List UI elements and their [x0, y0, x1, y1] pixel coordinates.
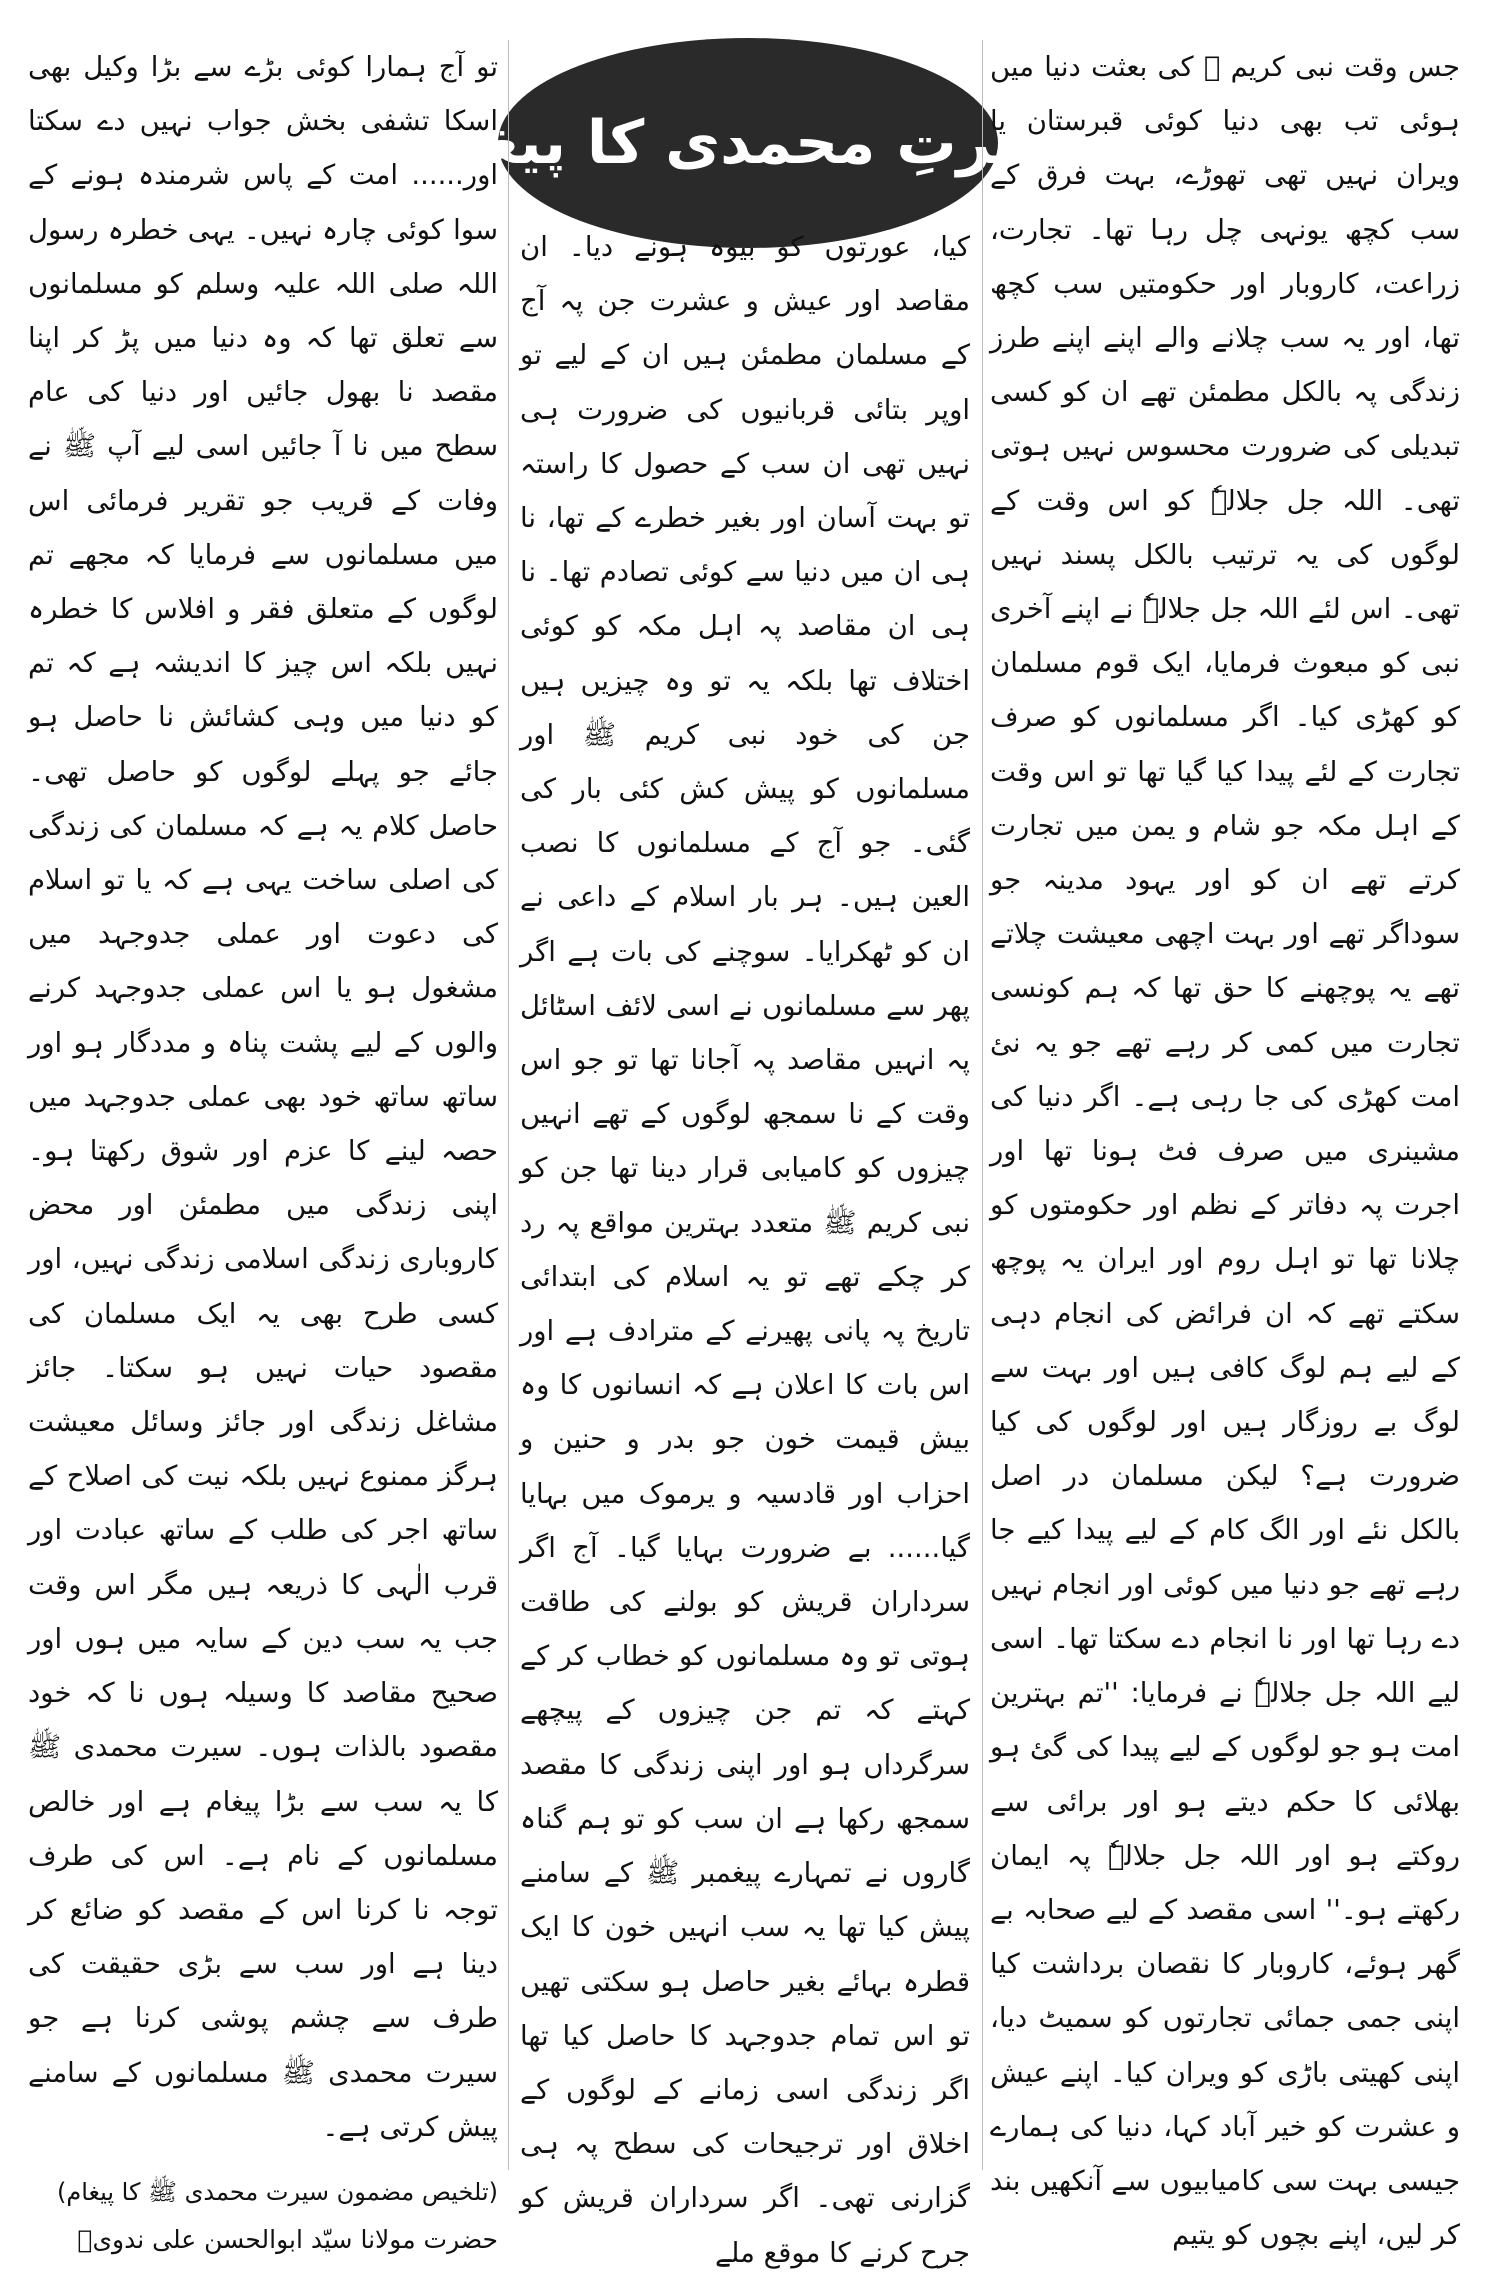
- paragraph: کیا، عورتوں کو بیوہ ہونے دیا۔ ان مقاصد اور عیش و عشرت جن پہ آج کے مسلمان مطمئن ہیں ان کے لیے تو اوپر بتائی قربانیوں کی ضرورت ہی نہیں تھی ان سب کے حصول کا راستہ تو بہت آسان اور بغیر خطرے کے تھا، نا ہی ان میں دنیا سے کوئی تصادم تھا۔ نا ہی ان مقاصد پہ اہل مکہ کو کوئی اختلاف تھا بلکہ یہ تو وہ چیزیں ہیں جن کی خود نبی کریم ﷺ اور مسلمانوں کو پیش کش کئی بار کی گئی۔ جو آج کے مسلمانوں کا نصب العین ہیں۔ ہر بار اسلام کے داعی نے ان کو ٹھکرایا۔ سوچنے کی بات ہے اگر پھر سے مسلمانوں نے اسی لائف اسٹائل پہ انہیں مقاصد پہ آجانا تھا تو جو اس وقت کے نا سمجھ لوگوں کے تھے انہیں چیزوں کو کامیابی قرار دینا تھا جن کو نبی کریم ﷺ متعدد بہترین مواقع پہ رد کر چکے تھے تو یہ اسلام کی ابتدائی تاریخ پہ پانی پھیرنے کے مترادف ہے اور اس بات کا اعلان ہے کہ انسانوں کا وہ بیش قیمت خون جو بدر و حنین و احزاب اور قادسیہ و یرموک میں بہایا گیا...... بے ضرورت بہایا گیا۔ آج اگر سرداران قریش کو بولنے کی طاقت ہوتی تو وہ مسلمانوں کو خطاب کر کے کہتے کہ تم جن چیزوں کے پیچھے سرگرداں ہو اور اپنی زندگی کا مقصد سمجھ رکھا ہے ان سب کو تو ہم گناہ گاروں نے تمہارے پیغمبر ﷺ کے سامنے پیش کیا تھا یہ سب انہیں خون کا ایک قطرہ بہائے بغیر حاصل ہو سکتی تھیں تو اس تمام جدوجہد کا حاصل کیا تھا اگر زندگی اسی زمانے کے لوگوں کے اخلاق اور ترجیحات کی سطح پہ ہی گزارنی تھی۔ اگر سرداران قریش کو جرح کرنے کا موقع ملے: [520, 231, 970, 2269]
- paragraph: تو آج ہمارا کوئی بڑے سے بڑا وکیل بھی اسکا تشفی بخش جواب نہیں دے سکتا اور...... امت کے پاس شرمندہ ہونے کے سوا کوئی چارہ نہیں۔ یہی خطرہ رسول اللہ صلی اللہ علیہ وسلم کو مسلمانوں سے تعلق تھا کہ وہ دنیا میں پڑ کر اپنا مقصد نا بھول جائیں اور دنیا کی عام سطح میں نا آ جائیں اسی لیے آپ ﷺ نے وفات کے قریب جو تقریر فرمائی اس میں مسلمانوں سے فرمایا کہ مجھے تم لوگوں کے متعلق فقر و افلاس کا خطرہ نہیں بلکہ اس چیز کا اندیشہ ہے کہ تم کو دنیا میں وہی کشائش نا حاصل ہو جائے جو پہلے لوگوں کو حاصل تھی۔ حاصل کلام یہ ہے کہ مسلمان کی زندگی کی اصلی ساخت یہی ہے کہ یا تو اسلام کی دعوت اور عملی جدوجہد میں مشغول ہو یا اس عملی جدوجہد کرنے والوں کے لیے پشت پناہ و مددگار ہو اور ساتھ ساتھ خود بھی عملی جدوجہد میں حصہ لینے کا عزم اور شوق رکھتا ہو۔ اپنی زندگی میں مطمئن اور محض کاروباری زندگی اسلامی زندگی نہیں، اور کسی طرح بھی یہ ایک مسلمان کی مقصود حیات نہیں ہو سکتا۔ جائز مشاغل زندگی اور جائز وسائل معیشت ہرگز ممنوع نہیں بلکہ نیت کی اصلاح کے ساتھ اجر کی طلب کے ساتھ عبادت اور قرب الٰہی کا ذریعہ ہیں مگر اس وقت جب یہ سب دین کے سایہ میں ہوں اور صحیح مقاصد کا وسیلہ ہوں نا کہ خود مقصود بالذات ہوں۔ سیرت محمدی ﷺ کا یہ سب سے بڑا پیغام ہے اور خالص مسلمانوں کے نام ہے۔ اس کی طرف توجہ نا کرنا اس کے مقصد کو ضائع کر دینا ہے اور سب سے بڑی حقیقت کی طرف سے چشم پوشی کرنا ہے جو سیرت محمدی ﷺ مسلمانوں کے سامنے پیش کرتی ہے۔: [28, 51, 498, 2143]
- author-name: حضرت مولانا سیّد ابوالحسن علی ندویؒ: [77, 2224, 498, 2254]
- column-divider: [508, 40, 509, 2170]
- title-banner: [418, 38, 1078, 248]
- column-left: [28, 40, 498, 2254]
- article-credit: [28, 2168, 498, 2264]
- paragraph: جس وقت نبی کریم ﷺ کی بعثت دنیا میں ہوئی تب بھی دنیا کوئی قبرستان یا ویران نہیں تھی تھوڑے، بہت فرق کے سب کچھ یونہی چل رہا تھا۔ تجارت، زراعت، کاروبار اور حکومتیں سب کچھ تھا، اور یہ سب چلانے والے اپنے اپنے طرز زندگی پہ بالکل مطمئن تھے ان کو کسی تبدیلی کی ضرورت محسوس نہیں ہوتی تھی۔ اللہ جل جلالہٗ کو اس وقت کے لوگوں کی یہ ترتیب بالکل پسند نہیں تھی۔ اس لئے اللہ جل جلالہٗ نے اپنے آخری نبی کو مبعوث فرمایا، ایک قوم مسلمان کو کھڑی کیا۔ اگر مسلمانوں کو صرف تجارت کے لئے پیدا کیا گیا تھا تو اس وقت کے اہل مکہ جو شام و یمن میں تجارت کرتے تھے ان کو اور یہود مدینہ جو سوداگر تھے اور بہت اچھی معیشت چلاتے تھے یہ پوچھنے کا حق تھا کہ ہم کونسی تجارت میں کمی کر رہے تھے جو یہ نئ امت کھڑی کی جا رہی ہے۔ اگر دنیا کی مشینری میں صرف فٹ ہونا تھا اور اجرت پہ دفاتر کے نظم اور حکومتوں کو چلانا تھا تو اہل روم اور ایران یہ پوچھ سکتے تھے کہ ان فرائض کی انجام دہی کے لیے ہم لوگ کافی ہیں اور بہت سے لوگ بے روزگار ہیں اور لوگوں کی کیا ضرورت ہے؟ لیکن مسلمان در اصل بالکل نئے اور الگ کام کے لیے پیدا کیے جا رہے تھے جو دنیا میں کوئی اور انجام نہیں دے رہا تھا اور نا انجام دے سکتا تھا۔ اسی لیے اللہ جل جلالہٗ نے فرمایا: ''تم بہترین امت ہو جو لوگوں کے لیے پیدا کی گئ ہو بھلائی کا حکم دیتے ہو اور برائی سے روکتے ہو اور اللہ جل جلالہٗ پہ ایمان رکھتے ہو۔'' اسی مقصد کے لیے صحابہ بے گھر ہوئے، کاروبار کا نقصان برداشت کیا اپنی جمی جمائی تجارتوں کو سمیٹ دیا، اپنی کھیتی باڑی کو ویران کیا۔ اپنے عیش و عشرت کو خیر آباد کہا، دنیا کی ہمارے جیسی بہت سی کامیابیوں سے آنکھیں بند کر لیں، اپنے بچوں کو یتیم: [990, 51, 1460, 2252]
- column-divider: [982, 40, 983, 2170]
- summary-note: (تلخیص مضمون سیرت محمدی ﷺ کا پیغام): [56, 2177, 498, 2206]
- column-right: [990, 40, 1460, 2252]
- column-middle: [520, 220, 970, 2269]
- article-title: سیرتِ محمدی کا پیغام: [418, 108, 1078, 178]
